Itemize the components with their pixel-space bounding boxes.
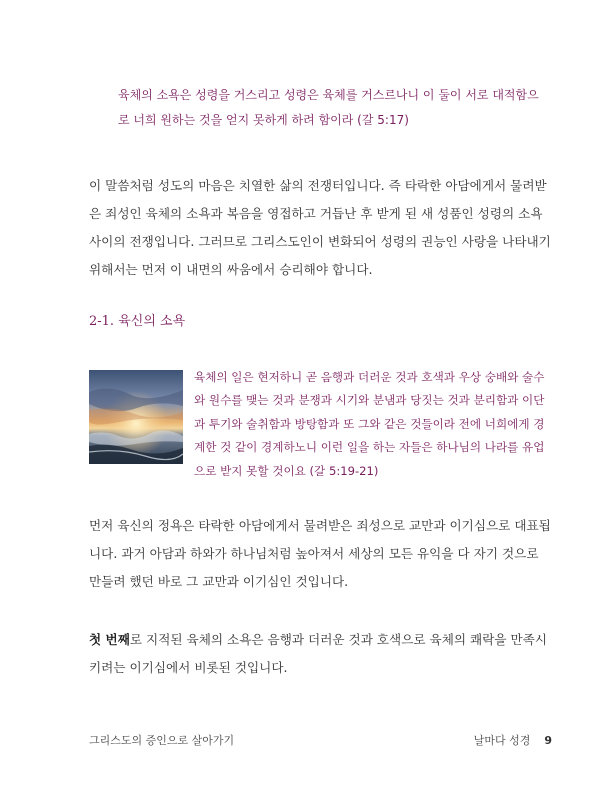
scripture-quote-galatians-5-19-21 xyxy=(194,366,554,483)
footer-right xyxy=(474,732,552,748)
page-number: 9 xyxy=(544,734,552,747)
quote-text: 육체의 일은 현저하니 곧 음행과 더러운 것과 호색과 우상 숭배와 술수와 원수를 맺는 것과 분쟁과 시기와 분냄과 당짓는 것과 분리함과 이단과 투기와 술취함과 방탕함과 또 그와 같은 것들이라 전에 너희에게 경계한 것 같이 경계하노니 이런 일을 하는 자들은 하나님의 나라를 유업으로 받지 못할 것이요 (갈 5:19-21) xyxy=(194,370,545,478)
scripture-quote-galatians-5-17 xyxy=(118,83,548,133)
sunset-photo-graphic xyxy=(89,370,183,464)
sunset-seascape-photo xyxy=(89,370,183,464)
paragraph-first-point xyxy=(89,626,554,682)
paragraph-fleshly-desire: 먼저 육신의 정욕은 타락한 아담에게서 물려받은 죄성으로 교만과 이기심으로 대표됩니다. 과거 아담과 하와가 하나님처럼 높아져서 세상의 모든 유익을 다 자기 것으로 만들려 했던 바로 그 교만과 이기심인 것입니다. xyxy=(89,518,551,589)
paragraph-spiritual-battle: 이 말씀처럼 성도의 마음은 치열한 삶의 전쟁터입니다. 즉 타락한 아담에게서 물려받은 죄성인 육체의 소욕과 복음을 영접하고 거듭난 후 받게 된 새 성품인 성령의 소욕 사이의 전쟁입니다. 그러므로 그리스도인이 변화되어 성령의 권능인 사랑을 나타내기 위해서는 먼저 이 내면의 싸움에서 승리해야 합니다. xyxy=(89,178,551,277)
footer-book-title: 그리스도의 증인으로 살아가기 xyxy=(89,734,235,747)
first-point-text: 로 지적된 육체의 소욕은 음행과 더러운 것과 호색으로 육체의 쾌락을 만족시키려는 이기심에서 비롯된 것입니다. xyxy=(89,632,548,675)
section-heading: 2-1. 육신의 소욕 xyxy=(89,314,186,329)
footer-series: 날마다 성경 xyxy=(473,734,531,747)
quote-text: 육체의 소욕은 성령을 거스리고 성령은 육체를 거스르나니 이 둘이 서로 대적함으로 너희 원하는 것을 얻지 못하게 하려 함이라 (갈 5:17) xyxy=(118,88,539,127)
first-point-lead: 첫 번째 xyxy=(89,632,130,647)
